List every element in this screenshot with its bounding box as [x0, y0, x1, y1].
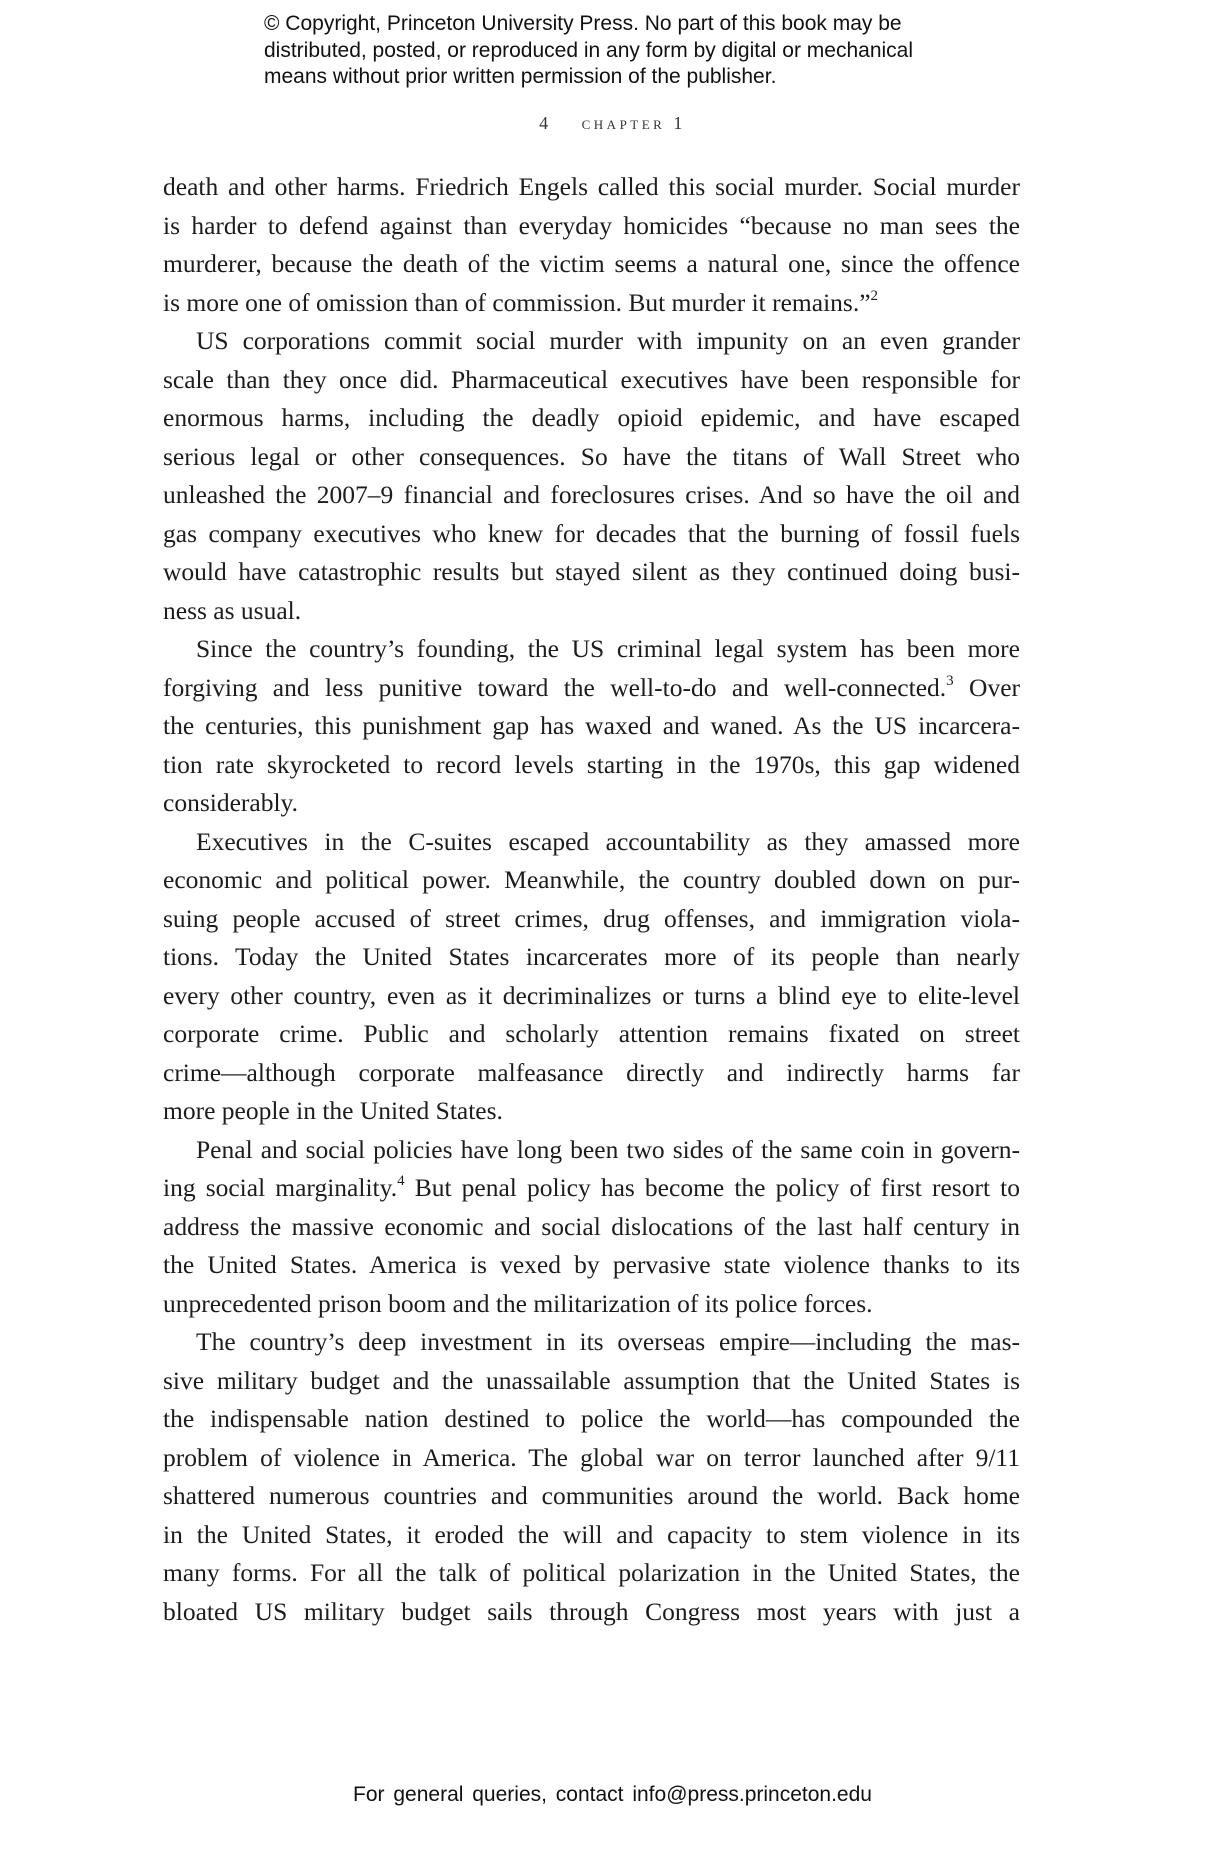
text-line — [163, 1131, 1020, 1170]
text-line-content: tions. Today the United States incarcerates more of its people than nearly — [163, 942, 1020, 971]
footnote-marker[interactable]: 4 — [397, 1173, 405, 1189]
text-line — [163, 746, 1020, 785]
text-line — [163, 1477, 1020, 1516]
text-line — [163, 245, 1020, 284]
text-line-content: economic and political power. Meanwhile, the country doubled down on pur- — [163, 865, 1020, 894]
text-line-content: in the United States, it eroded the will and capacity to stem violence in its — [163, 1519, 1020, 1549]
text-line — [163, 207, 1020, 246]
text-line — [163, 1323, 1020, 1362]
text-line-content: is harder to defend against than everyday homicides “because no man sees the — [163, 210, 1020, 240]
text-line-content: is more one of omission than of commission. But murder it remains.” — [163, 287, 871, 317]
text-line — [163, 669, 1020, 708]
text-line — [163, 630, 1020, 669]
text-line — [163, 1439, 1020, 1478]
text-line — [163, 553, 1020, 592]
text-line — [163, 438, 1020, 477]
text-line-content: Executives in the C-suites escaped accountability as they amassed more — [196, 826, 1020, 856]
text-line — [163, 1516, 1020, 1555]
text-line-content: the indispensable nation destined to police the world—has compounded the — [163, 1404, 1020, 1433]
chapter-label: chapter 1 — [581, 113, 686, 133]
copyright-line: means without prior written permission of the publisher. — [264, 65, 777, 88]
text-line — [163, 1400, 1020, 1439]
text-line — [163, 784, 1020, 823]
text-line — [163, 977, 1020, 1016]
text-line-content: would have catastrophic results but stayed silent as they continued doing busi- — [163, 557, 1020, 586]
text-line — [163, 938, 1020, 977]
text-line — [163, 1554, 1020, 1593]
text-line — [163, 900, 1020, 939]
paragraph — [163, 168, 1020, 322]
footnote-marker[interactable]: 3 — [946, 672, 954, 689]
copyright-notice — [264, 11, 1024, 91]
text-line-content: bloated US military budget sails through Congress most years with just a — [163, 1596, 1020, 1626]
text-line-content: enormous harms, including the deadly opioid epidemic, and have escaped — [163, 403, 1020, 432]
text-line-content: ness as usual. — [163, 595, 302, 625]
text-line-content: suing people accused of street crimes, drug offenses, and immigration viola- — [163, 903, 1020, 933]
text-line-content: crime—although corporate malfeasance directly and indirectly harms far — [163, 1057, 1020, 1087]
text-line-content: unprecedented prison boom and the militarization of its police forces. — [163, 1288, 873, 1318]
text-line-content: tion rate skyrocketed to record levels starting in the 1970s, this gap widened — [163, 749, 1020, 779]
text-line — [163, 1593, 1020, 1632]
text-line-content: murderer, because the death of the victim seems a natural one, since the offence — [163, 249, 1020, 278]
text-line-content: many forms. For all the talk of political polarization in the United States, the — [163, 1558, 1020, 1587]
text-line-content: more people in the United States. — [163, 1096, 503, 1125]
text-line-content: death and other harms. Friedrich Engels called this social murder. Social murder — [163, 172, 1020, 201]
text-line-content: shattered numerous countries and communities around the world. Back home — [163, 1481, 1020, 1510]
text-line — [163, 284, 1020, 323]
text-line-content: US corporations commit social murder with impunity on an even grander — [196, 326, 1020, 355]
text-line-content: ing social marginality. — [163, 1173, 398, 1202]
page-number: 4 — [539, 113, 549, 133]
text-line-content: every other country, even as it decriminalizes or turns a blind eye to elite-level — [163, 980, 1020, 1010]
text-line-content: forgiving and less punitive toward the well-to-do and well-connected. — [163, 672, 947, 702]
text-line-continuation: Over — [953, 672, 1020, 702]
text-line — [163, 168, 1020, 207]
text-line-continuation: But penal policy has become the policy of first resort to — [404, 1173, 1020, 1202]
text-line — [163, 361, 1020, 400]
text-line — [163, 322, 1020, 361]
text-line-content: gas company executives who knew for decades that the burning of fossil fuels — [163, 518, 1020, 548]
text-line-content: The country’s deep investment in its overseas empire—including the mas- — [196, 1327, 1020, 1356]
paragraph — [163, 1323, 1020, 1631]
text-line-content: unleashed the 2007–9 financial and foreclosures crises. And so have the oil and — [163, 480, 1020, 509]
text-line-content: scale than they once did. Pharmaceutical executives have been responsible for — [163, 364, 1020, 394]
text-line — [163, 592, 1020, 631]
text-line-content: considerably. — [163, 788, 299, 817]
text-line — [163, 1054, 1020, 1093]
text-line — [163, 1285, 1020, 1324]
text-line-content: problem of violence in America. The global war on terror launched after 9/11 — [163, 1442, 1020, 1472]
text-line — [163, 1015, 1020, 1054]
text-line — [163, 861, 1020, 900]
copyright-line: © Copyright, Princeton University Press. No part of this book may be — [264, 12, 902, 35]
paragraph — [163, 1131, 1020, 1324]
text-line — [163, 707, 1020, 746]
text-line — [163, 399, 1020, 438]
text-line-content: corporate crime. Public and scholarly attention remains fixated on street — [163, 1019, 1020, 1048]
text-line — [163, 476, 1020, 515]
text-line-content: address the massive economic and social dislocations of the last half century in — [163, 1211, 1020, 1241]
body-text — [163, 168, 1020, 1631]
running-head — [0, 113, 1225, 134]
footnote-marker[interactable]: 2 — [870, 287, 879, 304]
text-line-content: Since the country’s founding, the US criminal legal system has been more — [196, 634, 1020, 663]
text-line-content: Penal and social policies have long been two sides of the same coin in govern- — [196, 1134, 1020, 1164]
footer-contact: For general queries, contact info@press.princeton.edu — [353, 1783, 872, 1806]
text-line — [163, 823, 1020, 862]
text-line — [163, 515, 1020, 554]
text-line-content: the centuries, this punishment gap has waxed and waned. As the US incarcera- — [163, 711, 1020, 740]
text-line — [163, 1362, 1020, 1401]
paragraph — [163, 823, 1020, 1131]
text-line — [163, 1092, 1020, 1131]
paragraph — [163, 630, 1020, 823]
text-line-content: the United States. America is vexed by pervasive state violence thanks to its — [163, 1250, 1020, 1279]
text-line-content: sive military budget and the unassailable assumption that the United States is — [163, 1365, 1020, 1395]
text-line-content: serious legal or other consequences. So have the titans of Wall Street who — [163, 441, 1020, 471]
text-line — [163, 1208, 1020, 1247]
text-line — [163, 1246, 1020, 1285]
paragraph — [163, 322, 1020, 630]
copyright-line: distributed, posted, or reproduced in any form by digital or mechanical — [264, 38, 914, 62]
text-line — [163, 1169, 1020, 1208]
